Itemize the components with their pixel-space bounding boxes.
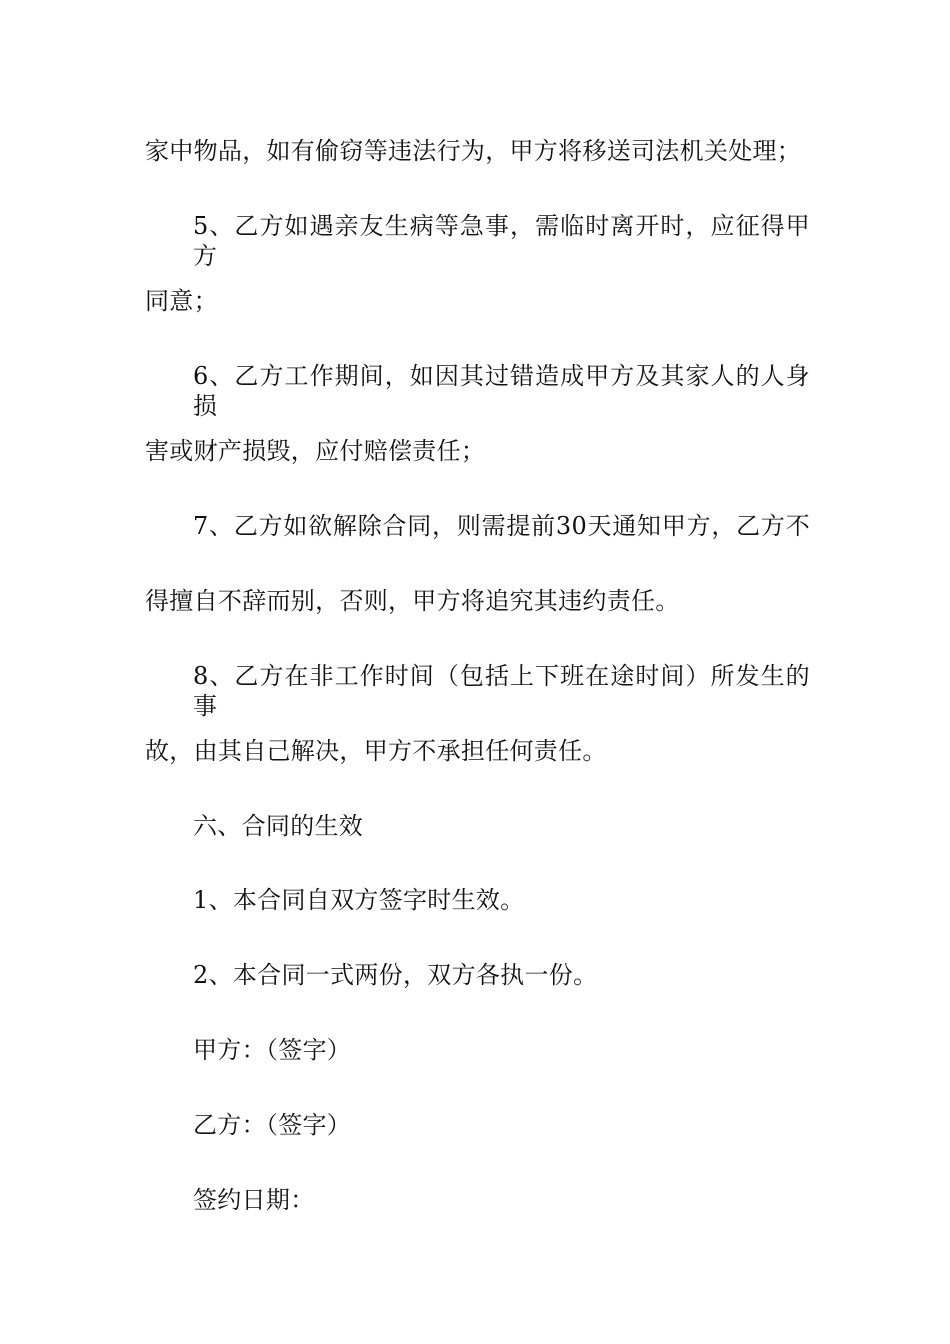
paragraph-line: 同意； <box>145 287 218 315</box>
paragraph-line: 1、本合同自双方签字时生效。 <box>193 886 525 914</box>
paragraph-line: 8、乙方在非工作时间（包括上下班在途时间）所发生的事 <box>193 662 810 720</box>
section-heading: 六、合同的生效 <box>193 812 364 840</box>
paragraph-line: 故，由其自己解决，甲方不承担任何责任。 <box>145 737 607 765</box>
paragraph-line: 2、本合同一式两份，双方各执一份。 <box>193 961 598 989</box>
paragraph-line: 家中物品，如有偷窃等违法行为，甲方将移送司法机关处理； <box>145 137 802 165</box>
signing-date-line: 签约日期： <box>193 1186 315 1214</box>
paragraph-line: 得擅自不辞而别，否则，甲方将追究其违约责任。 <box>145 587 680 615</box>
party-a-signature-line: 甲方：（签字） <box>193 1036 352 1064</box>
paragraph-line: 6、乙方工作期间，如因其过错造成甲方及其家人的人身损 <box>193 362 810 420</box>
paragraph-line: 5、乙方如遇亲友生病等急事，需临时离开时，应征得甲方 <box>193 212 810 270</box>
party-b-signature-line: 乙方：（签字） <box>193 1111 352 1139</box>
paragraph-line: 7、乙方如欲解除合同，则需提前30天通知甲方，乙方不 <box>193 512 810 540</box>
paragraph-line: 害或财产损毁，应付赔偿责任； <box>145 437 486 465</box>
